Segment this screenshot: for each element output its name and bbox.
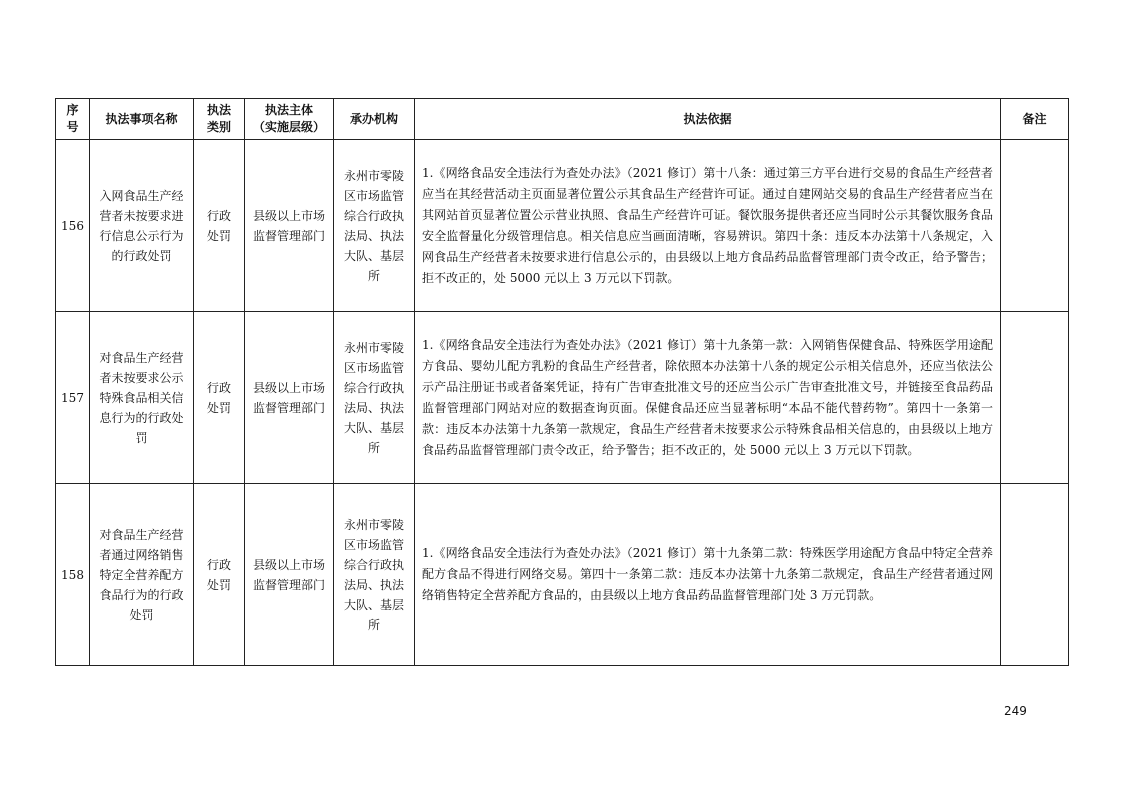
header-agency: 承办机构	[334, 99, 415, 140]
header-basis: 执法依据	[415, 99, 1001, 140]
row-index: 158	[56, 484, 90, 666]
row-name: 入网食品生产经营者未按要求进行信息公示行为的行政处罚	[90, 140, 194, 312]
row-category: 行政处罚	[194, 312, 245, 484]
row-name: 对食品生产经营者未按要求公示特殊食品相关信息行为的行政处罚	[90, 312, 194, 484]
header-category: 执法 类别	[194, 99, 245, 140]
table-row	[56, 312, 1069, 484]
row-agency: 永州市零陵区市场监管综合行政执法局、执法大队、基层所	[334, 140, 415, 312]
header-subject: 执法主体 （实施层级）	[245, 99, 334, 140]
row-basis: 1.《网络食品安全违法行为查处办法》（2021 修订）第十九条第一款：入网销售保健食品、特殊医学用途配方食品、婴幼儿配方乳粉的食品生产经营者，除依照本办法第十八条的规定公示相关信息外，还应当依法公示产品注册证书或者备案凭证，持有广告审查批准文号的还应当公示广告审查批准文号，并链接至食品药品监督管理部门网站对应的数据查询页面。保健食品还应当显著标明“本品不能代替药物”。第四十一条第一款：违反本办法第十九条第一款规定，食品生产经营者未按要求公示特殊食品相关信息的，由县级以上地方食品药品监督管理部门责令改正，给予警告；拒不改正的，处 5000 元以上 3 万元以下罚款。	[415, 312, 1001, 484]
header-name: 执法事项名称	[90, 99, 194, 140]
row-agency: 永州市零陵区市场监管综合行政执法局、执法大队、基层所	[334, 312, 415, 484]
row-name: 对食品生产经营者通过网络销售特定全营养配方食品行为的行政处罚	[90, 484, 194, 666]
row-subject: 县级以上市场监督管理部门	[245, 312, 334, 484]
row-subject: 县级以上市场监督管理部门	[245, 484, 334, 666]
table-row	[56, 140, 1069, 312]
row-category: 行政处罚	[194, 140, 245, 312]
table-header-row	[56, 99, 1069, 140]
row-index: 157	[56, 312, 90, 484]
row-remarks	[1001, 312, 1069, 484]
row-subject: 县级以上市场监督管理部门	[245, 140, 334, 312]
page-number: 249	[1004, 704, 1027, 718]
header-remarks: 备注	[1001, 99, 1069, 140]
table-row	[56, 484, 1069, 666]
header-index: 序 号	[56, 99, 90, 140]
row-basis: 1.《网络食品安全违法行为查处办法》（2021 修订）第十九条第二款：特殊医学用途配方食品中特定全营养配方食品不得进行网络交易。第四十一条第二款：违反本办法第十九条第二款规定，食品生产经营者通过网络销售特定全营养配方食品的，由县级以上地方食品药品监督管理部门处 3 万元罚款。	[415, 484, 1001, 666]
row-category: 行政处罚	[194, 484, 245, 666]
row-basis: 1.《网络食品安全违法行为查处办法》（2021 修订）第十八条：通过第三方平台进行交易的食品生产经营者应当在其经营活动主页面显著位置公示其食品生产经营许可证。通过自建网站交易的食品生产经营者应当在其网站首页显著位置公示营业执照、食品生产经营许可证。餐饮服务提供者还应当同时公示其餐饮服务食品安全监督量化分级管理信息。相关信息应当画面清晰，容易辨识。第四十条：违反本办法第十八条规定，入网食品生产经营者未按要求进行信息公示的，由县级以上地方食品药品监督管理部门责令改正，给予警告；拒不改正的，处 5000 元以上 3 万元以下罚款。	[415, 140, 1001, 312]
enforcement-table	[55, 98, 1069, 666]
row-agency: 永州市零陵区市场监管综合行政执法局、执法大队、基层所	[334, 484, 415, 666]
row-remarks	[1001, 484, 1069, 666]
row-index: 156	[56, 140, 90, 312]
row-remarks	[1001, 140, 1069, 312]
